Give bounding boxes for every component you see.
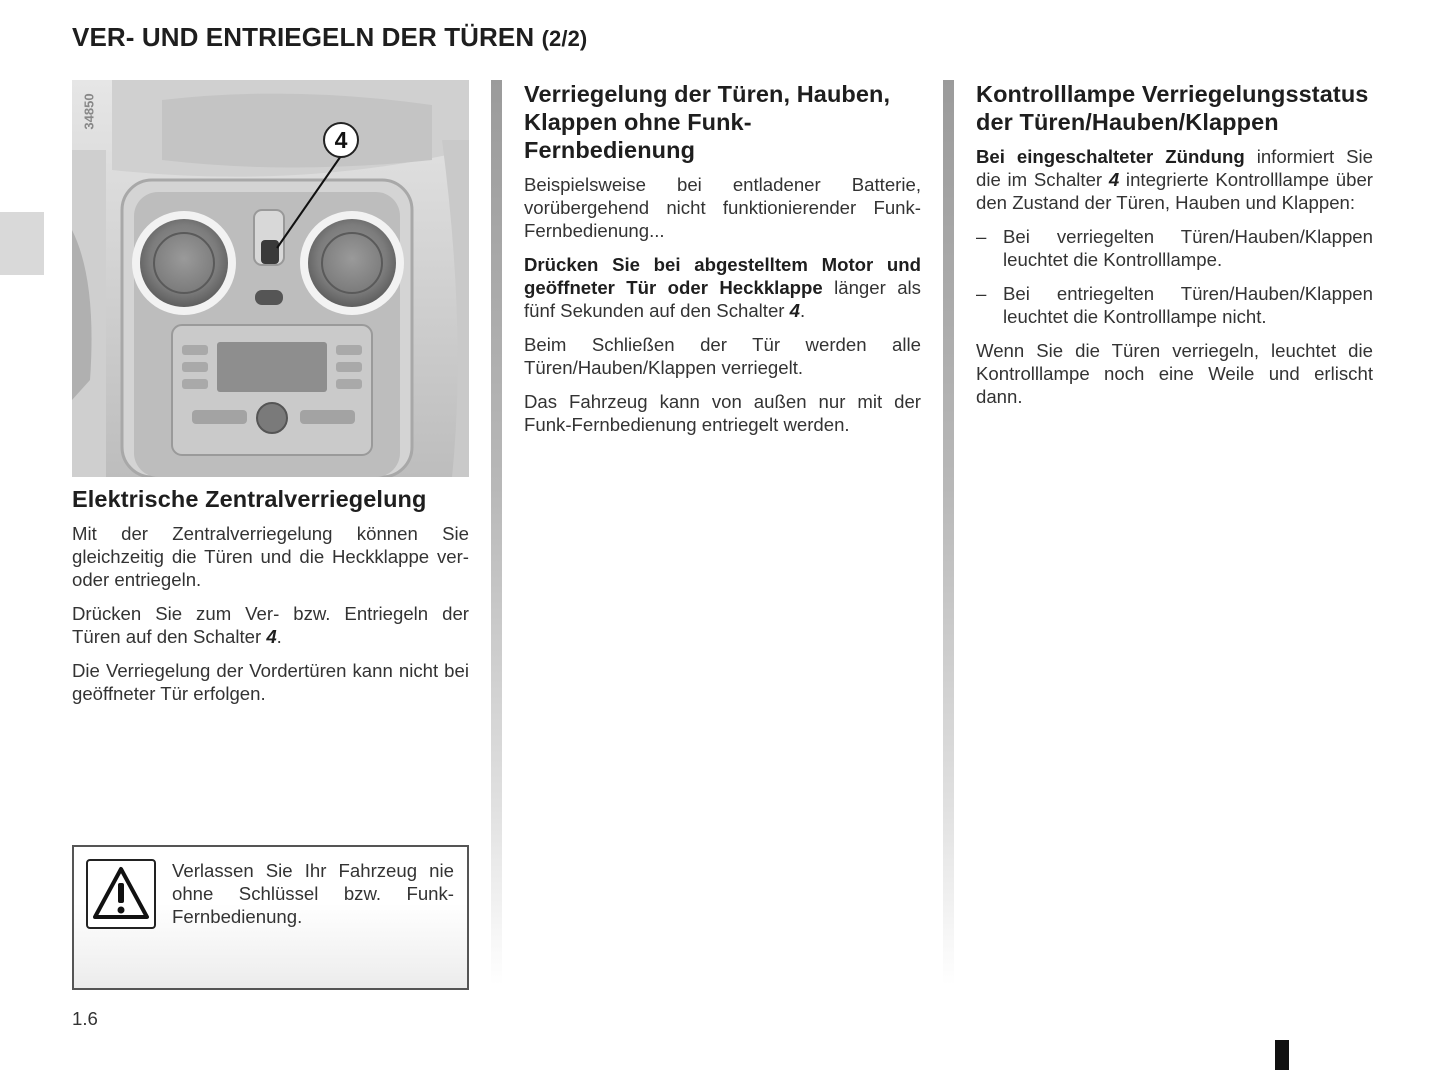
figure-number bbox=[82, 92, 96, 132]
warning-text: Verlassen Sie Ihr Fahrzeug nie ohne Schlüssel bzw. Funk-Fernbedienung. bbox=[172, 860, 454, 927]
page-edge-marker bbox=[1275, 1040, 1289, 1070]
text-span: Drücken Sie zum Ver- bzw. Entriegeln der Türen auf den Schalter bbox=[72, 603, 469, 647]
paragraph: Beispielsweise bei entladener Batterie, vorübergehend nicht funktionierender Funk-Fernbedienung... bbox=[524, 174, 921, 241]
left-column bbox=[72, 80, 469, 716]
switch-reference: 4 bbox=[266, 626, 277, 647]
section-heading-indicator-lamp: Kontrolllampe Verriegelungsstatus der Türen/Hauben/Klappen bbox=[976, 81, 1369, 135]
paragraph bbox=[524, 253, 921, 322]
page-number: 1.6 bbox=[72, 1008, 98, 1029]
paragraph: Beim Schließen der Tür werden alle Türen/Hauben/Klappen verriegelt. bbox=[524, 334, 921, 378]
text-span: . bbox=[276, 626, 282, 647]
text-span: . bbox=[800, 300, 806, 321]
warning-triangle-icon bbox=[86, 859, 156, 929]
status-list bbox=[976, 225, 1373, 328]
page-title bbox=[72, 22, 587, 53]
paragraph: Mit der Zentralverriegelung können Sie gleichzeitig die Türen und die Heckklappe ver- oder entriegeln. bbox=[72, 523, 469, 590]
text-span: integrierte Kontrolllampe über den Zustand der Türen, Hauben und Klappen: bbox=[976, 169, 1373, 213]
bold-text: Bei eingeschalteter Zündung bbox=[976, 146, 1245, 167]
paragraph bbox=[976, 145, 1373, 214]
paragraph bbox=[72, 602, 469, 648]
list-item: – Bei entriegelten Türen/Hauben/Klappen leuchtet die Kontrolllampe nicht. bbox=[976, 282, 1373, 328]
switch-reference: 4 bbox=[1108, 169, 1120, 190]
dashboard-figure bbox=[72, 80, 469, 477]
paragraph: Das Fahrzeug kann von außen nur mit der Funk-Fernbedienung entriegelt werden. bbox=[524, 391, 921, 435]
bold-text: Drücken Sie bei abgestelltem Motor und geöffneter Tür oder Heckklappe bbox=[524, 254, 921, 298]
warning-box bbox=[72, 845, 469, 990]
section-tab bbox=[0, 212, 44, 275]
section-heading-manual-locking: Verriegelung der Türen, Hauben, Klappen ohne Funk-Fernbedienung bbox=[524, 81, 891, 163]
text-span: länger als fünf Sekunden auf den Schalter bbox=[524, 277, 921, 321]
section-heading-central-locking: Elektrische Zentralverriegelung bbox=[72, 486, 427, 512]
switch-reference: 4 bbox=[789, 300, 801, 321]
column-divider-bar bbox=[943, 80, 954, 985]
page-title-suffix: (2/2) bbox=[541, 26, 588, 51]
middle-column bbox=[524, 80, 921, 447]
figure-number-text: 34850 bbox=[81, 93, 97, 130]
list-item: – Bei verriegelten Türen/Hauben/Klappen leuchtet die Kontrolllampe. bbox=[976, 225, 1373, 271]
right-column bbox=[976, 80, 1373, 419]
dashboard-photo bbox=[72, 80, 469, 477]
paragraph: Wenn Sie die Türen verriegeln, leuchtet die Kontrolllampe noch eine Weile und erlischt dann. bbox=[976, 340, 1373, 407]
column-divider-bar bbox=[491, 80, 502, 985]
page-title-text: VER- UND ENTRIEGELN DER TÜREN bbox=[72, 22, 535, 52]
callout-4: 4 bbox=[323, 122, 359, 158]
paragraph: Die Verriegelung der Vordertüren kann nicht bei geöffneter Tür erfolgen. bbox=[72, 660, 469, 704]
text-span: informiert Sie die im Schalter bbox=[976, 146, 1373, 190]
